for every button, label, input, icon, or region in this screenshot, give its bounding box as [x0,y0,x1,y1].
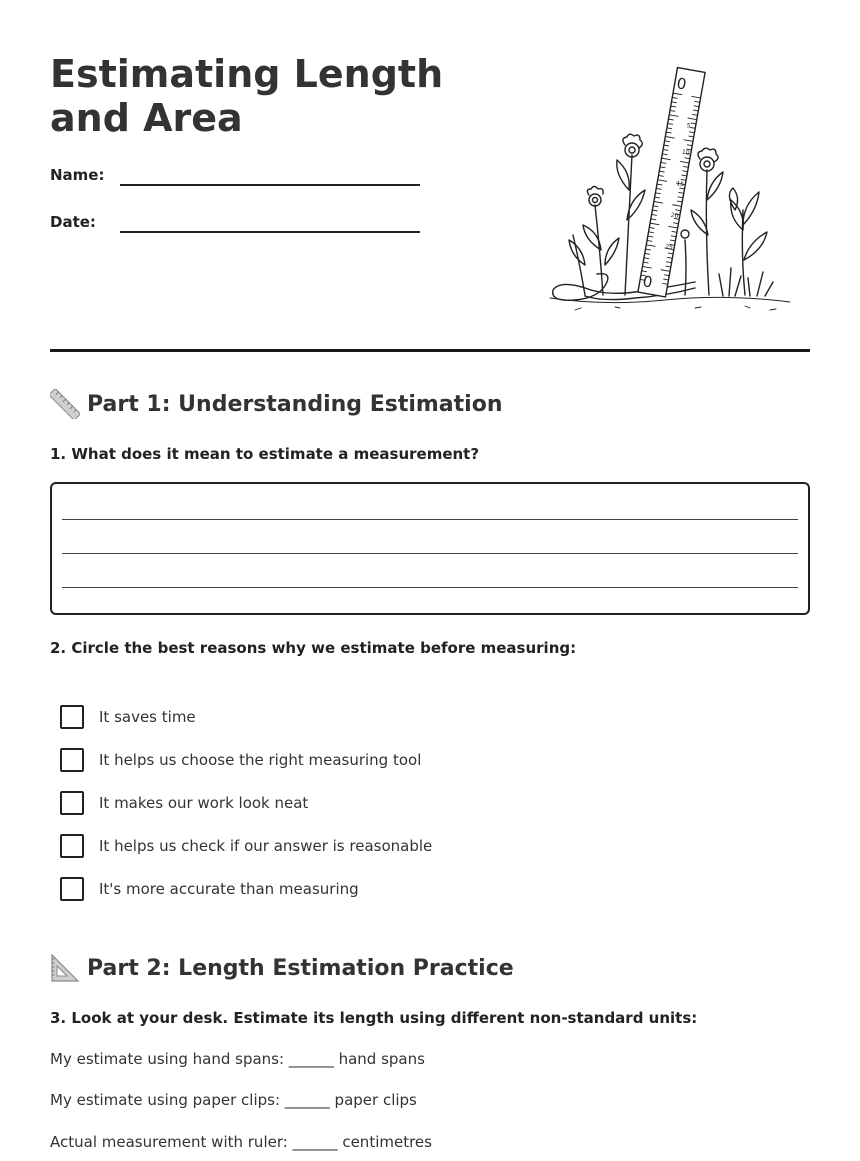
section-divider [50,349,810,352]
ruler-flowers-illustration [545,60,795,315]
set-square-icon [50,953,80,983]
estimate-hand-spans[interactable]: My estimate using hand spans: ______ hand spans [50,1050,425,1068]
name-line[interactable] [120,184,420,186]
ruler-icon [50,389,80,419]
ruler-tick-label: 10 [681,148,691,157]
option-label: It's more accurate than measuring [99,880,359,898]
option-label: It helps us check if our answer is reasonable [99,837,433,855]
date-label: Date: [50,213,96,231]
checkbox[interactable] [60,791,84,815]
option-label: It helps us choose the right measuring tool [99,751,422,769]
answer-box-q1[interactable] [50,482,810,615]
option-saves-time[interactable] [60,705,196,729]
name-label: Name: [50,166,105,184]
option-check-reasonable[interactable] [60,834,432,858]
checkbox[interactable] [60,877,84,901]
ruler-top-label: 0 [675,74,688,94]
option-look-neat[interactable] [60,791,308,815]
option-more-accurate[interactable] [60,877,359,901]
option-label: It saves time [99,708,196,726]
checkbox[interactable] [60,748,84,772]
checkbox[interactable] [60,705,84,729]
question-3: 3. Look at your desk. Estimate its length using different non-standard units: [50,1009,698,1027]
estimate-paper-clips[interactable]: My estimate using paper clips: ______ paper clips [50,1091,417,1109]
ruler-tick-label: 20 [670,211,679,220]
part1-heading [50,388,502,420]
checkbox[interactable] [60,834,84,858]
page-title: Estimating Length and Area [50,52,444,140]
question-1: 1. What does it mean to estimate a measurement? [50,445,480,463]
option-right-tool[interactable] [60,748,421,772]
ruler-tick-label: 5 [685,122,691,130]
ruler-tick-label: 15 [675,180,685,189]
writing-line[interactable] [62,587,798,588]
question-2: 2. Circle the best reasons why we estimate before measuring: [50,639,577,657]
writing-line[interactable] [62,519,798,520]
date-line[interactable] [120,231,420,233]
ruler-bottom-label: 0 [641,272,654,292]
actual-measurement[interactable]: Actual measurement with ruler: ______ centimetres [50,1133,432,1151]
part2-heading-text: Part 2: Length Estimation Practice [87,955,514,981]
ruler-tick-label: 25 [664,243,674,252]
part1-heading-text: Part 1: Understanding Estimation [87,391,503,417]
option-label: It makes our work look neat [99,794,309,812]
writing-line[interactable] [62,553,798,554]
part2-heading [50,952,514,984]
